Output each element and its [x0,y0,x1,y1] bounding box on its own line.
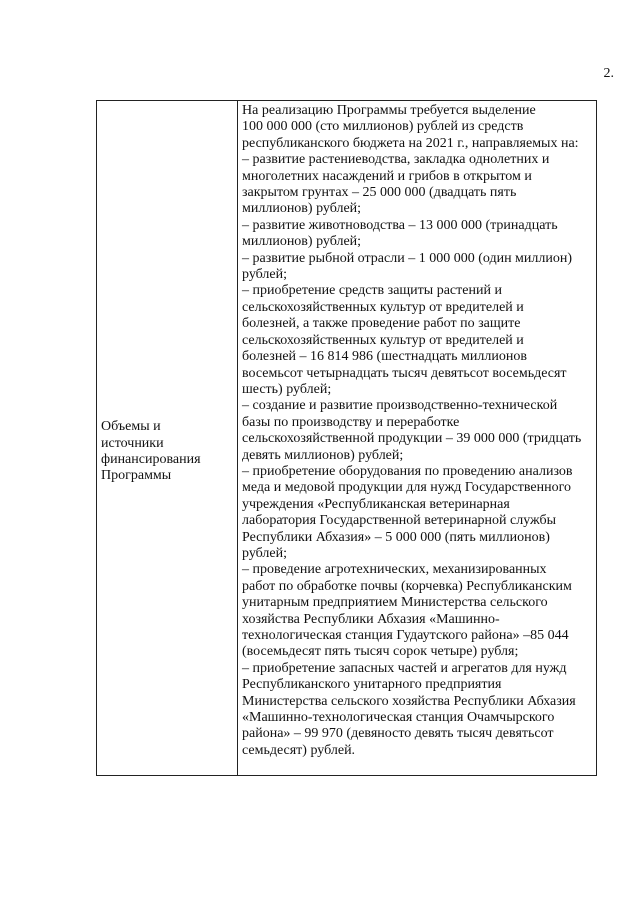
content-line: Республиканского унитарного предприятия [242,677,502,693]
content-line: На реализацию Программы требуется выделение [242,103,536,118]
content-line: «Машинно-технологическая станция Очамчырского [242,710,555,726]
content-line: семьдесят) рублей. [242,742,356,758]
content-line: – развитие животноводства – 13 000 000 (тринадцать [242,217,558,233]
content-line: 100 000 000 (сто миллионов) рублей из средств [242,119,524,135]
content-line: Министерства сельского хозяйства Республики Абхазия [242,693,576,709]
content-line: многолетних насаждений и грибов в открытом и [242,168,532,184]
content-line: болезней, а также проведение работ по защите [242,316,521,332]
content-line: сельскохозяйственной продукции – 39 000 000 (тридцать [242,431,582,447]
content-line: миллионов) рублей; [242,201,362,217]
section-label-line: источники [101,435,164,451]
section-label-line: Объемы и [101,419,161,435]
content-line: – создание и развитие производственно-технической [242,398,558,414]
content-line: сельскохозяйственных культур от вредителей и [242,332,524,348]
content-line: рублей; [242,545,287,561]
content-line: унитарным предприятием Министерства сельского [242,595,548,611]
content-line: миллионов) рублей; [242,234,362,250]
funding-table [96,100,597,776]
content-line: – проведение агротехнических, механизированных [242,562,547,578]
content-line: девять миллионов) рублей; [242,447,404,463]
section-content-cell [238,101,596,775]
content-line: базы по производству и переработке [242,414,460,430]
section-label [101,419,201,485]
content-line: шесть) рублей; [242,381,332,397]
content-line: – развитие рыбной отрасли – 1 000 000 (один миллион) [242,250,573,266]
content-line: учреждения «Республиканская ветеринарная [242,496,510,512]
content-line: работ по обработке почвы (корчевка) Республиканским [242,578,572,594]
content-line: – приобретение средств защиты растений и [242,283,502,299]
content-line: Республики Абхазия» – 5 000 000 (пять миллионов) [242,529,550,545]
section-label-line: финансирования [101,452,201,467]
section-label-line: Программы [101,468,172,484]
content-line: сельскохозяйственных культур от вредителей и [242,299,524,315]
content-line: меда и медовой продукции для нужд Государственного [242,480,572,496]
content-line: (восемьдесят пять тысяч сорок четыре) рубля; [242,644,519,660]
content-line: – приобретение оборудования по проведению анализов [242,463,573,479]
content-line: болезней – 16 814 986 (шестнадцать миллионов [242,349,527,365]
content-line: хозяйства Республики Абхазия «Машинно- [242,611,500,627]
content-line: лаборатория Государственной ветеринарной службы [242,513,557,529]
page-number: 2. [603,66,614,81]
content-line: республиканского бюджета на 2021 г., направляемых на: [242,135,579,151]
content-line: – развитие растениеводства, закладка однолетних и [242,152,550,168]
content-line: технологическая станция Гудаутского района» –85 044 [242,628,569,643]
section-label-cell [97,101,238,775]
content-line: района» – 99 970 (девяносто девять тысяч девятьсот [242,726,554,742]
content-line: – приобретение запасных частей и агрегатов для нужд [242,660,567,676]
content-line: закрытом грунтах – 25 000 000 (двадцать пять [242,185,517,201]
content-line: рублей; [242,267,287,283]
content-line: восемьсот четырнадцать тысяч девятьсот восемьдесят [242,365,567,381]
